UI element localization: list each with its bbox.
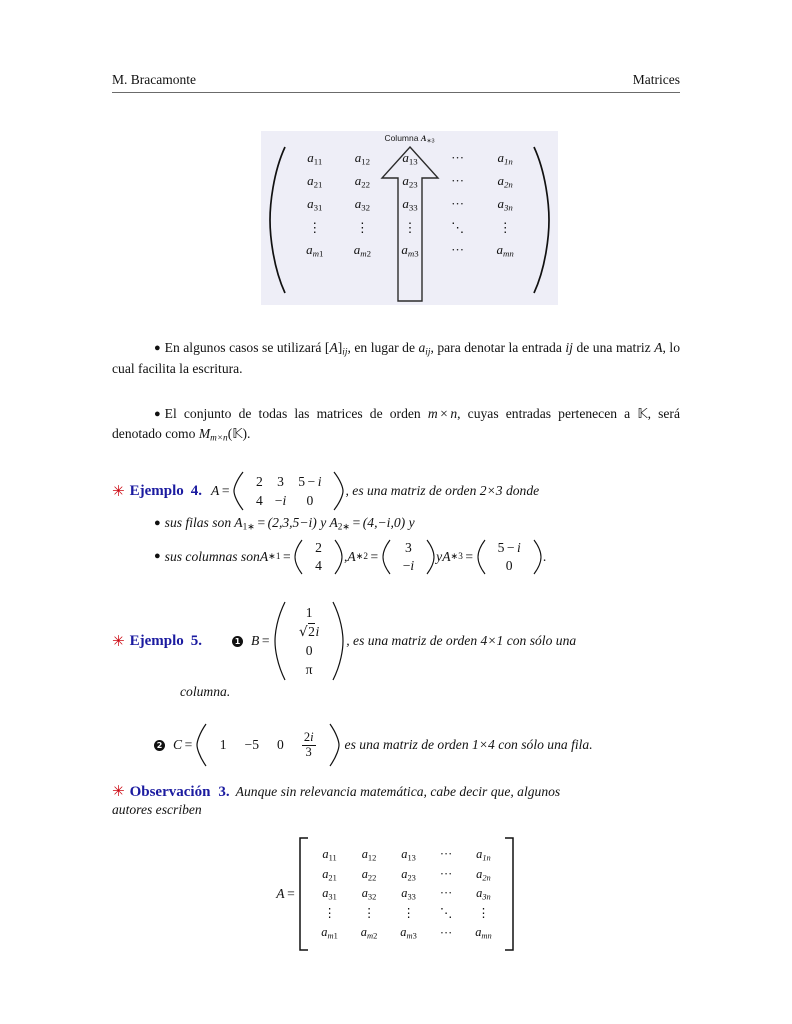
matrix-cell: 4 <box>255 492 263 508</box>
left-paren-icon <box>476 538 487 576</box>
right-bracket-icon <box>503 836 516 952</box>
matrix-C-grid <box>209 730 327 759</box>
col-3-eq: = <box>465 548 474 564</box>
figure-cell: ··· <box>451 242 465 258</box>
matrix-cell: ··· <box>439 866 453 881</box>
bullet-paragraph-notation <box>112 338 680 378</box>
math-bracket-A-ij: $[A]_{ij}$ <box>324 340 348 357</box>
matrix-cell: $a_{23}$ <box>401 866 416 882</box>
figure-cell: ⋮ <box>498 219 512 235</box>
bullet-text-1b: , en lugar de <box>347 340 419 355</box>
matrix-cell: ⋮ <box>402 906 415 921</box>
rows-label: sus filas son <box>164 515 235 530</box>
figure-cell: $a_{2n}$ <box>497 173 513 190</box>
matrix-cell: ⋮ <box>477 906 490 921</box>
figure-cell: ··· <box>451 150 465 165</box>
left-paren-icon <box>232 470 245 512</box>
math-ij: ij <box>565 340 573 355</box>
bullet-text-2a: El conjunto de todas las matrices de orden <box>164 406 428 421</box>
matrix-cell: $a_{3n}$ <box>476 886 491 902</box>
ejemplo-5-item2-row <box>154 722 692 768</box>
bullet-marker: ● <box>154 342 161 354</box>
figure-column-highlight <box>261 131 558 305</box>
row-2-sub: 2∗ <box>337 521 351 532</box>
figure-cell: $a_{1n}$ <box>497 150 513 167</box>
matrix-cell: $a_{m1}$ <box>321 925 338 941</box>
matrix-col-3 <box>476 538 543 576</box>
page-header <box>112 72 680 93</box>
right-paren-icon <box>327 722 341 768</box>
matrix-cell: $a_{31}$ <box>322 886 337 902</box>
figure-cell: ⋱ <box>451 219 465 235</box>
matrix-col-3-grid <box>487 539 532 575</box>
row-1-sub: 1∗ <box>242 521 255 532</box>
bullet-text-2d: . <box>246 426 251 442</box>
matrix-cell: 5 − i <box>497 539 521 555</box>
matrix-cell: $a_{m2}$ <box>360 925 378 941</box>
matrix-cell: $a_{13}$ <box>401 847 416 863</box>
matrix-cell: 1 <box>305 604 313 620</box>
figure-cell: $a_{11}$ <box>307 150 323 167</box>
matrix-col-2 <box>381 538 436 576</box>
figure-right-paren <box>530 145 552 295</box>
ejemplo-5-item2-equals: = <box>184 737 193 752</box>
matrix-cell: 0 <box>505 557 513 573</box>
figure-left-paren <box>267 145 289 295</box>
matrix-cell: π <box>305 661 313 677</box>
matrix-cell: $a_{21}$ <box>322 866 337 882</box>
cols-label: sus columnas son <box>164 548 260 564</box>
matrix-cell: ··· <box>439 886 453 901</box>
figure-cell: ⋮ <box>355 219 369 235</box>
figure-cell: $a_{22}$ <box>354 173 371 190</box>
ejemplo-5-block <box>112 600 692 768</box>
final-matrix-block <box>0 836 792 952</box>
figure-cell: $a_{21}$ <box>307 173 323 190</box>
col-1-eq: = <box>283 548 291 564</box>
right-paren-icon <box>333 538 344 576</box>
bullet-marker: ● <box>154 408 161 420</box>
item-marker-2: 2 <box>154 740 165 751</box>
matrix-cell: $a_{32}$ <box>361 886 377 902</box>
row-1-var: A <box>234 515 243 530</box>
matrix-cell: 0 <box>305 642 313 658</box>
matrix-cell: $a_{11}$ <box>322 847 337 863</box>
figure-cell: $a_{31}$ <box>307 196 323 213</box>
left-paren-icon <box>381 538 392 576</box>
math-M-mxn-K: $M_{m\times n}(𝕂)$ <box>198 426 247 443</box>
figure-cell-grid <box>291 149 529 261</box>
ejemplo-5-item2-var: C <box>173 737 183 752</box>
header-chapter: Matrices <box>632 72 680 87</box>
ejemplo-4-equals: = <box>221 483 230 498</box>
rows-conj-1: y <box>316 515 330 530</box>
col-2-eq: = <box>370 548 379 564</box>
col-1-var: A <box>259 548 269 564</box>
row-2-var: A <box>329 515 338 530</box>
observacion-3-text-line2: autores escriben <box>112 802 202 817</box>
row-1-eq: = <box>257 515 266 530</box>
observacion-3-number: 3. <box>218 784 230 800</box>
matrix-cell: $a_{12}$ <box>361 847 377 863</box>
asterisk-icon: ✳ <box>112 632 125 650</box>
ejemplo-5-item1-tail2: columna. <box>180 684 231 699</box>
matrix-cell: −5 <box>244 737 260 752</box>
cols-sep-2: y <box>436 548 443 564</box>
matrix-cell-fraction <box>296 730 322 759</box>
math-a-ij: $a_{ij}$ <box>418 340 431 357</box>
matrix-cell: $a_{33}$ <box>401 886 416 902</box>
math-A: A <box>654 340 663 355</box>
math-n: n <box>450 406 458 421</box>
figure-caption-prefix: Columna <box>384 133 421 143</box>
observacion-3-heading-row <box>112 782 692 801</box>
col-3-var: A <box>442 548 451 564</box>
col-2-var: A <box>347 548 356 564</box>
ejemplo-4-cols-bullet <box>154 538 692 576</box>
matrix-cell: 3 <box>277 473 284 489</box>
bullet-text-2b: , cuyas entradas pertenecen a <box>457 406 638 421</box>
row-1-value: (2,3,5−i) <box>267 515 317 530</box>
figure-matrix <box>261 145 558 303</box>
bullet-text-1d: de una matriz <box>572 340 655 355</box>
figure-cell: $a_{m2}$ <box>353 242 372 259</box>
figure-cell: $a_{23}$ <box>402 173 418 190</box>
matrix-cell: $a_{1n}$ <box>476 847 491 863</box>
matrix-C-1x4 <box>195 722 341 768</box>
matrix-cell: −i <box>274 492 287 508</box>
math-kk-field: 𝕂 <box>637 406 648 422</box>
figure-cell: ⋮ <box>403 219 417 235</box>
matrix-cell: $a_{mn}$ <box>475 925 492 941</box>
ejemplo-5-item2-tail: es una matriz de orden 1×4 con sólo una fila. <box>344 737 593 752</box>
col-3-sub: ∗3 <box>450 551 463 562</box>
matrix-col-1-grid <box>304 539 333 575</box>
matrix-cell: 1 <box>219 737 227 752</box>
bullet-text-1a: En algunos casos se utilizará <box>164 340 325 355</box>
figure-cell: ··· <box>451 196 465 212</box>
bullet-paragraph-set <box>112 404 680 445</box>
right-paren-icon <box>330 600 346 682</box>
final-matrix-var: A <box>276 886 285 901</box>
fraction-numerator: 2i <box>303 730 314 745</box>
matrix-cell: ⋮ <box>362 906 376 921</box>
asterisk-icon: ✳ <box>112 782 125 800</box>
ejemplo-5-heading-row <box>112 600 692 682</box>
figure-cell: ··· <box>451 173 465 189</box>
matrix-cell: $a_{22}$ <box>361 866 377 882</box>
cols-period: . <box>542 548 547 564</box>
matrix-cell: $a_{2n}$ <box>476 866 491 882</box>
figure-cell: $a_{mn}$ <box>496 242 514 259</box>
left-bracket-icon <box>297 836 310 952</box>
ejemplo-4-var: A <box>211 483 220 498</box>
ejemplo-5-item1-var: B <box>251 633 260 648</box>
matrix-cell: 0 <box>306 492 314 508</box>
figure-cell: $a_{33}$ <box>402 196 418 213</box>
col-1-sub: ∗1 <box>268 551 281 562</box>
figure-caption-symbol: A <box>420 133 427 143</box>
bullet-text-1c: , para denotar la entrada <box>430 340 566 355</box>
ejemplo-5-item1-equals: = <box>261 633 270 648</box>
matrix-cell: 2 <box>315 539 322 555</box>
bullet-marker: ● <box>154 517 161 529</box>
math-times: × <box>440 406 448 421</box>
matrix-B-grid <box>288 604 330 679</box>
figure-cell: $a_{12}$ <box>354 150 371 167</box>
left-paren-icon <box>272 600 288 682</box>
ejemplo-4-title: Ejemplo <box>129 482 184 499</box>
rows-conj-2: y <box>405 515 415 530</box>
matrix-cell: ··· <box>439 925 453 940</box>
fraction-denominator: 3 <box>302 745 316 759</box>
ejemplo-4-heading-row <box>112 470 692 512</box>
matrix-cell: ··· <box>439 847 453 862</box>
matrix-B-4x1 <box>272 600 346 682</box>
matrix-cell: −i <box>402 557 415 573</box>
final-matrix-grid <box>310 846 502 941</box>
matrix-cell: 4 <box>315 557 322 573</box>
figure-caption-sub: ∗3 <box>426 138 435 145</box>
matrix-cell: 3 <box>405 539 412 555</box>
math-m: m <box>427 406 438 421</box>
matrix-cell: 2 <box>255 473 263 489</box>
item-marker-1: 1 <box>232 636 243 647</box>
matrix-cell: √2i <box>298 623 320 640</box>
left-paren-icon <box>293 538 304 576</box>
ejemplo-5-item1-tail: , es una matriz de orden 4×1 con sólo una <box>346 633 577 648</box>
matrix-cell: ⋱ <box>439 906 453 921</box>
ejemplo-5-number: 5. <box>190 632 202 649</box>
ejemplo-5-title: Ejemplo <box>129 632 184 649</box>
matrix-cell: ⋮ <box>323 906 336 921</box>
row-2-value: (4,−i,0) <box>362 515 406 530</box>
matrix-A-2x3 <box>232 470 346 512</box>
right-paren-icon <box>425 538 436 576</box>
matrix-col-1 <box>293 538 344 576</box>
left-paren-icon <box>195 722 209 768</box>
observacion-3-block <box>112 782 692 818</box>
observacion-3-title: Observación <box>129 784 211 800</box>
right-paren-icon <box>532 538 543 576</box>
bullet-text-1e: , lo cual facilita la escritura. <box>112 340 680 376</box>
figure-cell: $a_{3n}$ <box>497 196 513 213</box>
ejemplo-4-rows-bullet <box>154 515 692 533</box>
matrix-cell: $a_{m3}$ <box>400 925 417 941</box>
row-2-eq: = <box>352 515 361 530</box>
ejemplo-4-number: 4. <box>190 482 202 499</box>
matrix-cell: 5 − i <box>298 473 322 489</box>
final-matrix <box>276 836 515 952</box>
asterisk-icon: ✳ <box>112 482 125 500</box>
figure-cell: $a_{m1}$ <box>306 242 324 259</box>
col-2-sub: ∗2 <box>355 551 369 562</box>
figure-cell: $a_{32}$ <box>354 196 371 213</box>
cols-sep-1: , <box>343 548 348 564</box>
bullet-marker: ● <box>154 550 161 563</box>
right-paren-icon <box>332 470 345 512</box>
matrix-A-grid <box>245 473 333 510</box>
figure-cell: $a_{13}$ <box>402 150 418 167</box>
ejemplo-4-block <box>112 470 692 576</box>
observacion-3-text-line1: Aunque sin relevancia matemática, cabe decir que, algunos <box>235 784 561 799</box>
matrix-col-2-grid <box>392 539 425 575</box>
ejemplo-4-tail: , es una matriz de orden 2×3 donde <box>345 483 540 498</box>
matrix-cell: 0 <box>277 737 284 752</box>
figure-cell: ⋮ <box>308 219 322 235</box>
figure-cell: $a_{m3}$ <box>401 242 419 259</box>
header-author: M. Bracamonte <box>112 72 196 87</box>
bullet-text-2c: , será denotado como <box>112 406 680 442</box>
final-matrix-equals: = <box>287 886 295 901</box>
